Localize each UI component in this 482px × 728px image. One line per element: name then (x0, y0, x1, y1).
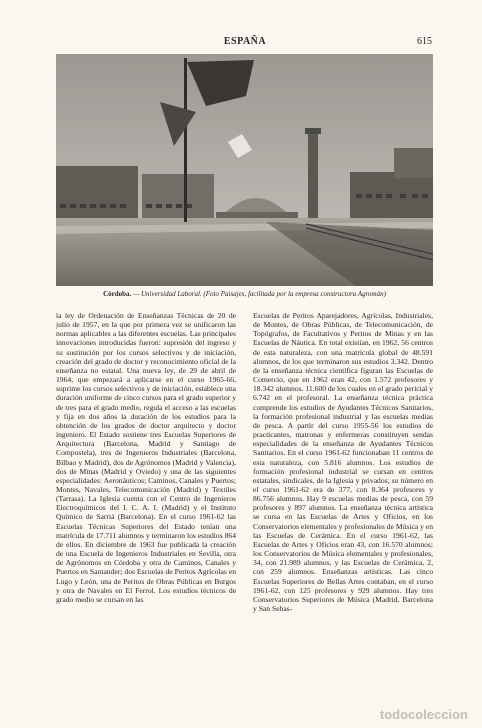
flag-pole (184, 58, 187, 222)
windows-right (356, 194, 428, 198)
photograph-universidad-laboral (56, 54, 433, 286)
caption-place: Córdoba. (103, 290, 132, 298)
page-number: 615 (417, 36, 432, 47)
photo-illustration (56, 54, 433, 286)
text-column-right: Escuelas de Peritos Aparejadores, Agrícolas, Industriales, de Montes, de Obras Públicas, de Telecomunicación, de Topógrafos, de Facultativos y Peritos de Minas y en las Escuelas de Náutica. En total existían, en 1962, 56 centros de esta naturaleza, con una matrícula global de 48.591 alumnos, de los que terminaron sus estudios 3.342. Dentro de la enseñanza técnica científica figuran las Escuelas de Comercio, que en 1962 eran 42, con 1.572 profesores y 18.342 alumnos. 11.600 de los cuales en el grado pericial y 6.742 en el profesoral. La enseñanza técnica práctica comprende los estudios de Ayudantes Técnicos Sanitarios, la formación profesional industrial y las escuelas medias de pesca. A partir del curso 1955-56 los estudios de practicantes, matronas y enfermeras constituyen sendas especialidades de la enseñanza de Ayudantes Técnicos Sanitarios. En el curso 1961-62 funcionaban 11 centros de esta naturaleza, con 5.816 alumnos. Los estudios de formación profesional industrial se cursan en centros estatales, sindicales, de la Iglesia y privados; su número en el curso 1961-62 era de 377, con 8.364 profesores y 86.756 alumnos. Hay 9 escuelas medias de pesca, con 59 profesores y 897 alumnos. La enseñanza técnica artística se cursa en las Escuelas de Artes y Oficios, en los Conservatorios elementales y profesionales de Música y en las Escuelas de Cerámica. En el curso 1961-62, las Escuelas de Artes y Oficios eran 43, con 16.570 alumnos; los Conservatorios de Música elementales y profesionales, 34, con 21.989 alumnos, y las Escuelas de Cerámica, 2, con 259 alumnos. Enseñanzas artísticas. Las cinco Escuelas Superiores de Bellas Artes contaban, en el curso 1961-62, con 125 profesores y 929 alumnos. Hay tres Conservatorios Superiores de Música (Madrid, Barcelona y San Sebas- (253, 311, 433, 613)
caption-credit: (Foto Paisajes, facilitada por la empresa constructora Agromán) (203, 290, 386, 298)
running-header (58, 36, 432, 50)
header-title: ESPAÑA (223, 36, 267, 47)
watermark: todocoleccion (379, 707, 468, 722)
building-left-center (142, 174, 214, 218)
photo-caption (56, 290, 433, 298)
text-column-left: la ley de Ordenación de Enseñanzas Técnicas de 20 de julio de 1957, en la que por primera vez se unificaron las normas aplicables a las diferentes escuelas. Las principales innovaciones introducidas fueron: supresión del ingreso y su sustitución por los cursos selectivos y de iniciación, creación del grado de doctor y reconocimiento oficial de la enseñanza no estatal. Una nueva ley, de 29 de abril de 1964, que empezará a aplicarse en el curso 1965-66, suprime los cursos selectivos y de iniciación, establece una duración uniforme de cinco cursos para el grado superior y de tres para el grado medio, regula el acceso a las escuelas y fija en dos años la duración de los estudios para la obtención de los grados de doctor arquitecto y doctor ingeniero. El Estado sostiene tres Escuelas Superiores de Arquitectura (Barcelona, Madrid y Santiago de Compostela), tres de Ingenieros Industriales (Barcelona, Bilbao y Madrid), dos de Agrónomos (Madrid y Valencia), dos de Minas (Madrid y Oviedo) y una de las siguientes especialidades: Aeronáuticos; Caminos, Canales y Puertos; Montes, Navales, Telecomunicación (Madrid) y Textiles (Tarrasa). La Iglesia cuenta con el Centro de Ingenieros Electroquímicos del I. C. A. I. (Madrid) y el Instituto Químico de Sarriá (Barcelona). En el curso 1961-62 las Escuelas Técnicas Superiores del Estado tenían una matrícula de 17.711 alumnos y terminaron los estudios 864 de ellos. En diciembre de 1963 fue publicada la creación de una Escuela de Ingenieros Industriales en Sevilla, otra de Agrónomos en Córdoba y otra de Caminos, Canales y Puertos en Santander; dos Escuelas de Peritos Agrícolas en Lugo y León, una de Peritos de Obras Públicas en Burgos y otra de Navales en El Ferrol. Los estudios técnicos de grado medio se cursan en las (56, 311, 236, 604)
building-left (56, 166, 138, 218)
caption-subject: — Universidad Laboral. (133, 290, 202, 298)
tower (308, 132, 318, 218)
